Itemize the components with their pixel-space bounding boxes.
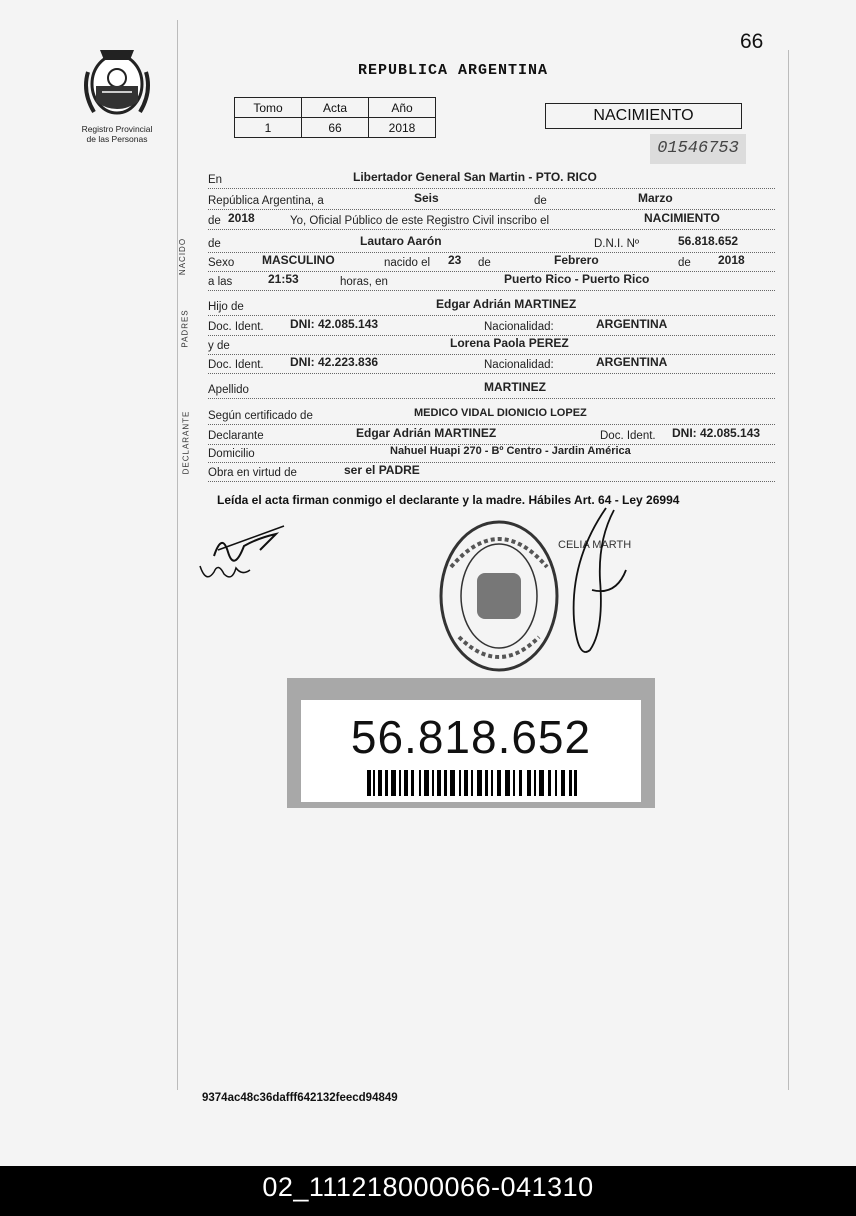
- field-value: 2018: [718, 253, 745, 267]
- field-doc-padre: [208, 319, 775, 336]
- official-seal-icon: [435, 517, 563, 675]
- field-certificado: [208, 408, 775, 425]
- field-label: de: [478, 257, 491, 269]
- field-domicilio: [208, 446, 775, 463]
- field-nacido-de: [208, 236, 775, 253]
- registry-value-row: [235, 118, 436, 138]
- page-number: 66: [740, 30, 764, 53]
- field-value: Seis: [414, 191, 439, 205]
- field-label: de: [208, 215, 221, 227]
- issuer-caption: [58, 124, 176, 144]
- field-value: DNI: 42.223.836: [290, 355, 379, 369]
- field-value: Lorena Paola PEREZ: [450, 336, 569, 350]
- field-value: MARTINEZ: [484, 380, 546, 394]
- field-value: ser el PADRE: [344, 463, 420, 477]
- field-label: de: [678, 257, 691, 269]
- field-en: [208, 172, 775, 189]
- header-acta: Acta: [302, 98, 369, 118]
- issuer-line2: de las Personas: [86, 134, 148, 144]
- field-value: Nahuel Huapi 270 - Bº Centro - Jardin América: [390, 445, 631, 457]
- field-label: de: [208, 238, 221, 250]
- field-value: Libertador General San Martin - PTO. RICO: [353, 170, 597, 184]
- side-label-nacido: NACIDO: [178, 237, 188, 276]
- field-label: Apellido: [208, 384, 249, 396]
- signatures-image: [192, 512, 292, 588]
- barcode-icon: [367, 770, 577, 796]
- field-anio: [208, 213, 775, 230]
- field-sexo: [208, 255, 775, 272]
- registry-header-row: [235, 98, 436, 118]
- field-label: Doc. Ident.: [600, 430, 656, 442]
- field-label: Hijo de: [208, 301, 244, 313]
- header-anio: Año: [369, 98, 436, 118]
- document-hash: 9374ac48c36dafff642132feecd94849: [202, 1092, 398, 1104]
- field-value: DNI: 42.085.143: [290, 317, 379, 331]
- field-obra: [208, 465, 775, 482]
- field-value: ARGENTINA: [596, 317, 668, 331]
- dni-barcode-label: [287, 678, 655, 808]
- field-label: Sexo: [208, 257, 235, 269]
- field-value: MEDICO VIDAL DIONICIO LOPEZ: [414, 407, 587, 419]
- signing-note: Leída el acta firman conmigo el declarante y la madre. Hábiles Art. 64 - Ley 26994: [217, 493, 680, 507]
- right-margin-line: [788, 50, 789, 1090]
- field-value: 2018: [228, 211, 255, 225]
- side-label-padres: PADRES: [180, 309, 190, 348]
- field-value: ARGENTINA: [596, 355, 668, 369]
- field-label: Declarante: [208, 430, 264, 442]
- field-hijo-de: [208, 299, 775, 316]
- field-label: Nacionalidad:: [484, 359, 554, 371]
- field-value: DNI: 42.085.143: [672, 426, 761, 440]
- field-label: En: [208, 174, 223, 186]
- value-anio: 2018: [369, 118, 436, 138]
- field-label: Yo, Oficial Público de este Registro Civil inscribo el: [290, 215, 550, 227]
- field-value: Puerto Rico - Puerto Rico: [504, 272, 650, 286]
- issuer-line1: Registro Provincial: [81, 124, 153, 134]
- field-hora: [208, 274, 775, 291]
- document-title: REPUBLICA ARGENTINA: [358, 62, 549, 79]
- field-label: República Argentina, a: [208, 195, 324, 207]
- field-label: Según certificado de: [208, 410, 313, 422]
- field-apellido: [208, 382, 775, 399]
- value-tomo: 1: [235, 118, 302, 138]
- field-value: NACIMIENTO: [644, 211, 720, 225]
- side-label-declarante: DECLARANTE: [181, 410, 191, 475]
- field-value: 56.818.652: [678, 234, 739, 248]
- field-value: Febrero: [554, 253, 599, 267]
- act-type-box: NACIMIENTO: [545, 103, 742, 129]
- official-name: CELIA MARTH: [558, 539, 632, 551]
- official-signature-image: [566, 500, 638, 660]
- field-value: 23: [448, 253, 462, 267]
- field-label: Domicilio: [208, 448, 255, 460]
- field-label: nacido el: [384, 257, 431, 269]
- field-label: Obra en virtud de: [208, 467, 297, 479]
- field-label: y de: [208, 340, 230, 352]
- field-label: Doc. Ident.: [208, 359, 264, 371]
- field-label: D.N.I. Nº: [594, 238, 640, 250]
- field-label: a las: [208, 276, 233, 288]
- field-label: Doc. Ident.: [208, 321, 264, 333]
- field-value: Edgar Adrián MARTINEZ: [356, 426, 497, 440]
- serial-number-stamp: 01546753: [650, 134, 746, 164]
- header-tomo: Tomo: [235, 98, 302, 118]
- field-value: MASCULINO: [262, 253, 335, 267]
- barcode-label-inner: [301, 700, 641, 802]
- field-label: horas, en: [340, 276, 388, 288]
- field-value: Edgar Adrián MARTINEZ: [436, 297, 577, 311]
- registry-table: [234, 97, 436, 138]
- barcode-dni-number: 56.818.652: [350, 711, 592, 763]
- field-republica: [208, 193, 775, 210]
- field-label: Nacionalidad:: [484, 321, 554, 333]
- field-value: Lautaro Aarón: [360, 234, 442, 248]
- field-value: Marzo: [638, 191, 673, 205]
- value-acta: 66: [302, 118, 369, 138]
- left-margin-line: [177, 20, 178, 1090]
- field-y-de: [208, 338, 775, 355]
- field-label: de: [534, 195, 547, 207]
- footer-code: 02_111218000066-041310: [0, 1166, 856, 1216]
- field-doc-madre: [208, 357, 775, 374]
- provincial-emblem-icon: [80, 42, 154, 122]
- field-value: 21:53: [268, 272, 299, 286]
